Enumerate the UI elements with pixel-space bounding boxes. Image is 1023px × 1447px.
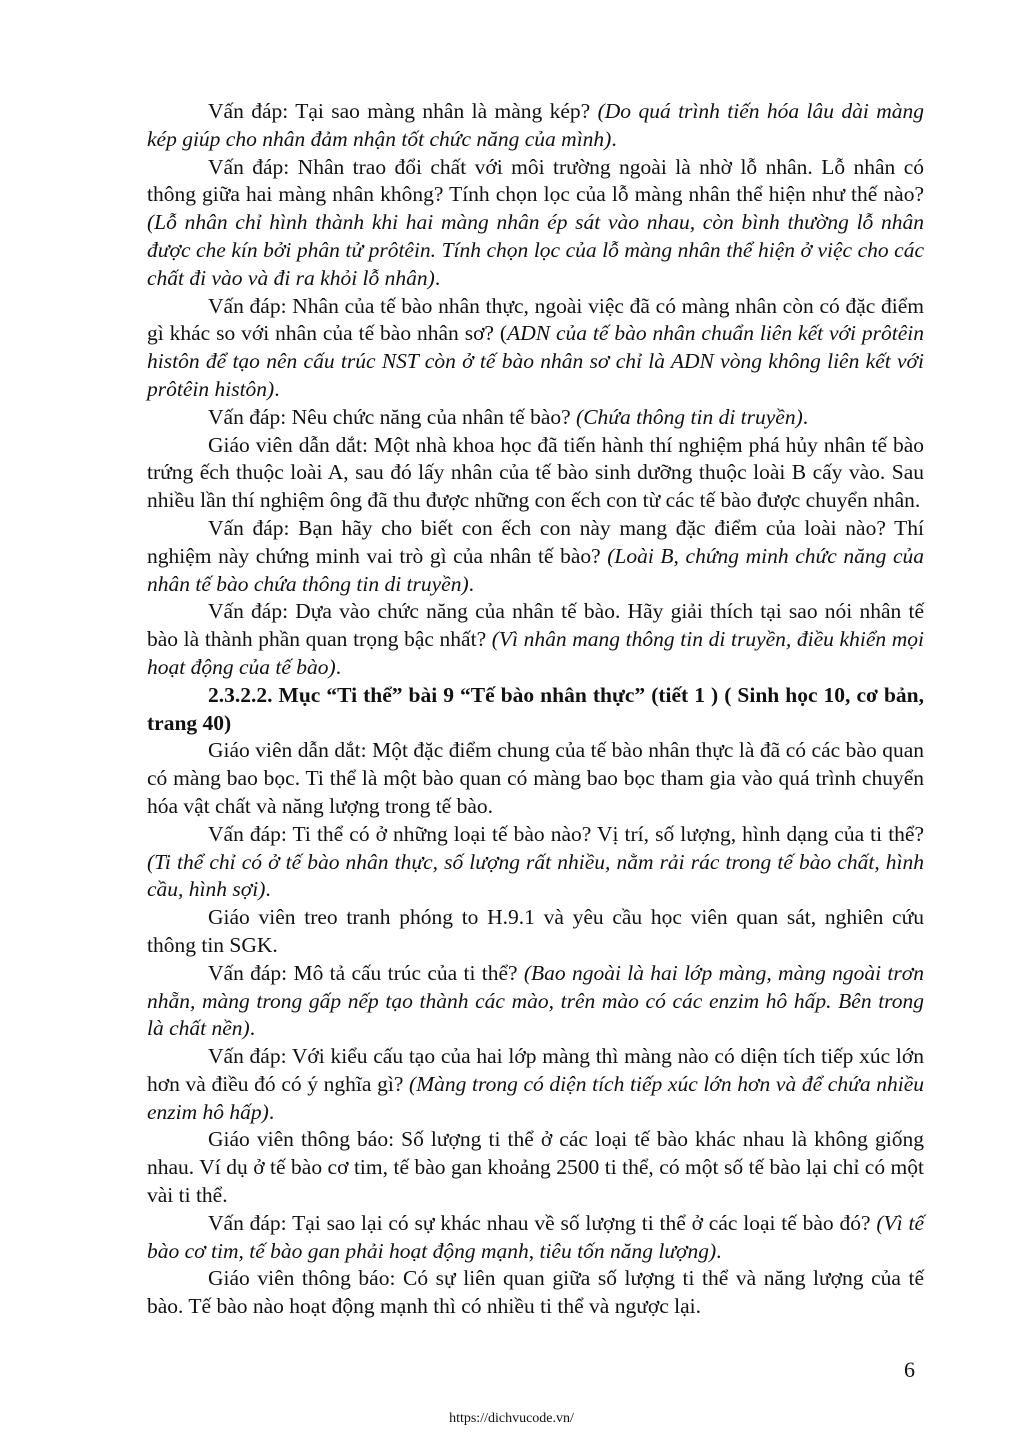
paragraph-9: Vấn đáp: Ti thể có ở những loại tế bào nào? Vị trí, số lượng, hình dạng của ti thể? (Ti thể chỉ có ở tế bào nhân thực, số lượng rất nhiều, nằm rải rác trong tế bào chất, hình cầu, hình sợi). — [147, 821, 924, 902]
paragraph-15: Giáo viên thông báo: Có sự liên quan giữa số lượng ti thể và năng lượng của tế bào. Tế bào nào hoạt động mạnh thì có nhiều ti thể và ngược lại. — [147, 1266, 924, 1319]
paragraph-5: Giáo viên dẫn dắt: Một nhà khoa học đã tiến hành thí nghiệm phá hủy nhân tế bào trứng ếch thuộc loài A, sau đó lấy nhân của tế bào sinh dưỡng thuộc loài B cấy vào. Sau nhiều lần thí nghiệm ông đã thu được những con ếch con từ các tế bào được chuyển nhân. — [147, 432, 924, 513]
paragraph-2: Vấn đáp: Nhân trao đổi chất với môi trường ngoài là nhờ lỗ nhân. Lỗ nhân có thông giữa hai màng nhân không? Tính chọn lọc của lỗ màng nhân thể hiện như thế nào? (Lỗ nhân chỉ hình thành khi hai màng nhân ép sát vào nhau, còn bình thường lỗ nhân được che kín bởi phân tử prôtêin. Tính chọn lọc của lỗ màng nhân thể hiện ở việc cho các chất đi vào và đi ra khỏi lỗ nhân). — [147, 154, 924, 290]
page-body — [147, 98, 924, 1321]
page-number: 6 — [904, 1357, 915, 1382]
paragraph-11: Vấn đáp: Mô tả cấu trúc của ti thể? (Bao ngoài là hai lớp màng, màng ngoài trơn nhẵn, màng trong gấp nếp tạo thành các mào, trên mào có các enzim hô hấp. Bên trong là chất nền). — [147, 960, 924, 1041]
paragraph-3: Vấn đáp: Nhân của tế bào nhân thực, ngoài việc đã có màng nhân còn có đặc điểm gì khác so với nhân của tế bào nhân sơ? (ADN của tế bào nhân chuẩn liên kết với prôtêin histôn để tạo nên cấu trúc NST còn ở tế bào nhân sơ chỉ là ADN vòng không liên kết với prôtêin histôn). — [147, 293, 925, 401]
paragraph-14: Vấn đáp: Tại sao lại có sự khác nhau về số lượng ti thể ở các loại tế bào đó? (Vì tế bào cơ tim, tế bào gan phải hoạt động mạnh, tiêu tốn năng lượng). — [147, 1210, 924, 1263]
footer-url[interactable]: https://dichvucode.vn/ — [449, 1411, 574, 1426]
section-heading: 2.3.2.2. Mục “Ti thể” bài 9 “Tế bào nhân thực” (tiết 1 ) ( Sinh học 10, cơ bản, trang 40) — [147, 682, 924, 735]
paragraph-8: Giáo viên dẫn dắt: Một đặc điểm chung của tế bào nhân thực là đã có các bào quan có màng bao bọc. Ti thể là một bào quan có màng bao bọc tham gia vào quá trình chuyển hóa vật chất và năng lượng trong tế bào. — [147, 738, 924, 818]
paragraph-13: Giáo viên thông báo: Số lượng ti thể ở các loại tế bào khác nhau là không giống nhau. Ví dụ ở tế bào cơ tim, tế bào gan khoảng 2500 ti thể, có một số tế bào lại chỉ có một vài ti thể. — [147, 1127, 924, 1208]
paragraph-4: Vấn đáp: Nêu chức năng của nhân tế bào? (Chứa thông tin di truyền). — [208, 404, 809, 429]
paragraph-10: Giáo viên treo tranh phóng to H.9.1 và yêu cầu học viên quan sát, nghiên cứu thông tin SGK. — [147, 905, 924, 957]
paragraph-7: Vấn đáp: Dựa vào chức năng của nhân tế bào. Hãy giải thích tại sao nói nhân tế bào là thành phần quan trọng bậc nhất? (Vì nhân mang thông tin di truyền, điều khiển mọi hoạt động của tế bào). — [147, 599, 924, 679]
paragraph-6: Vấn đáp: Bạn hãy cho biết con ếch con này mang đặc điểm của loài nào? Thí nghiệm này chứng minh vai trò gì của nhân tế bào? (Loài B, chứng minh chức năng của nhân tế bào chứa thông tin di truyền). — [147, 515, 924, 596]
paragraph-12: Vấn đáp: Với kiểu cấu tạo của hai lớp màng thì màng nào có diện tích tiếp xúc lớn hơn và điều đó có ý nghĩa gì? (Màng trong có diện tích tiếp xúc lớn hơn và để chứa nhiều enzim hô hấp). — [147, 1044, 924, 1124]
paragraph-1: Vấn đáp: Tại sao màng nhân là màng kép? (Do quá trình tiến hóa lâu dài màng kép giúp cho nhân đảm nhận tốt chức năng của mình). — [147, 99, 925, 151]
